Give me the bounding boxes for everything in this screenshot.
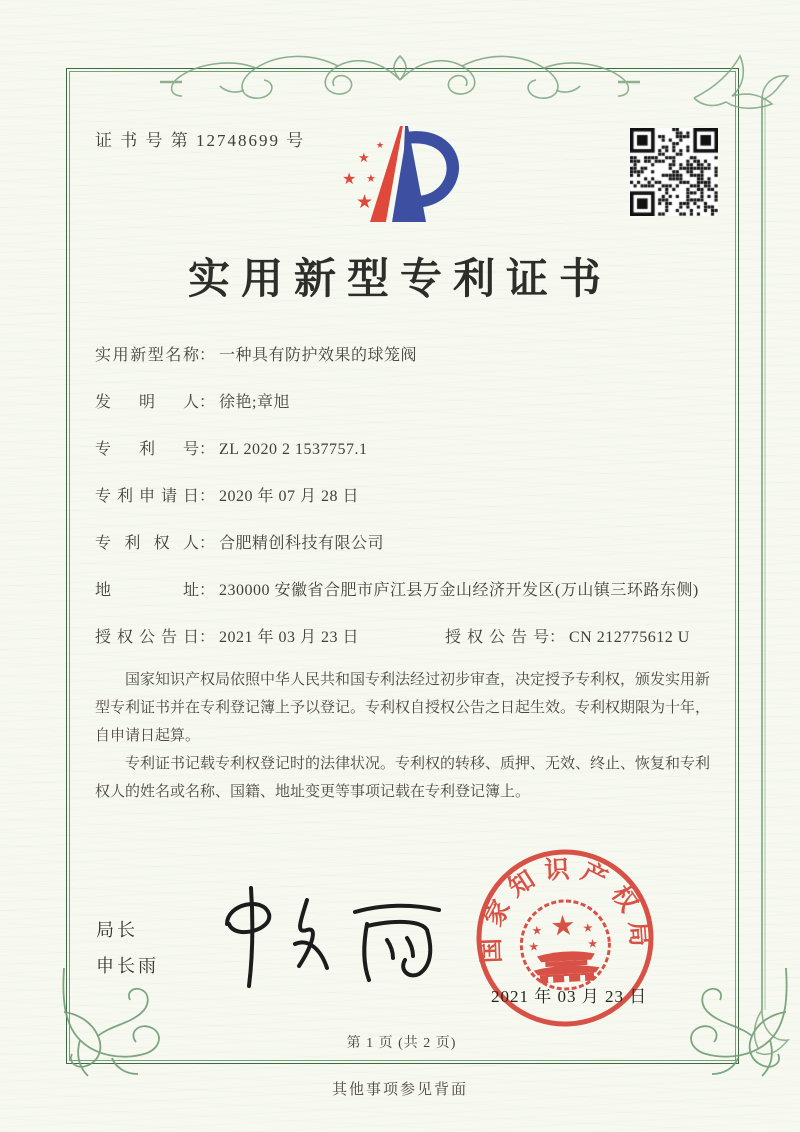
official-seal (465, 838, 665, 1038)
page-number: 第 1 页 (共 2 页) (346, 1036, 457, 1051)
seal-date: 2021 年 03 月 23 日 (491, 987, 648, 1006)
certificate-number: 证 书 号 第 12748699 号 (95, 131, 306, 150)
field-label: 专利号 (95, 441, 199, 458)
field-value: ZL 2020 2 1537757.1 (219, 441, 368, 458)
svg-text:★: ★ (342, 169, 357, 188)
cnipa-logo (340, 110, 465, 235)
svg-text:★: ★ (528, 939, 540, 954)
field-value: 一种具有防护效果的球笼阀 (219, 347, 418, 364)
handwritten-signature (215, 878, 445, 998)
field-label: 实用新型名称 (95, 347, 199, 364)
field-inventor: 发明人 ： 徐艳;章旭 (95, 391, 707, 415)
back-side-note: 其他事项参见背面 (331, 1082, 468, 1098)
field-label: 专利申请日 (95, 488, 199, 505)
certificate-title: 实用新型专利证书 (187, 257, 612, 303)
svg-text:★: ★ (531, 923, 543, 938)
right-edge-vine-ornament (744, 60, 794, 1070)
field-value: 徐艳;章旭 (219, 394, 290, 411)
svg-text:★: ★ (549, 908, 577, 943)
legal-paragraph-2: 专利证书记载专利权登记时的法律状况。专利权的转移、质押、无效、终止、恢复和专利权人的姓名或名称、国籍、地址变更等事项记载在专利登记簿上。 (95, 756, 711, 800)
seal-national-emblem (519, 899, 611, 991)
field-utility-model-name: 实用新型名称 ： 一种具有防护效果的球笼阀 (95, 344, 707, 368)
svg-text:国家知识产权局 (472, 851, 654, 964)
field-grant-row: 授权公告日 ： 2021 年 03 月 23 日 授权公告号 ： CN 212775612 U (95, 626, 707, 650)
legal-paragraph-1: 国家知识产权局依照中华人民共和国专利法经过初步审查，决定授予专利权，颁发实用新型专利证书并在专利登记簿上予以登记。专利权自授权公告之日起生效。专利权期限为十年，自申请日起算。 (95, 672, 711, 744)
qr-code (630, 128, 718, 216)
field-label: 专利权人 (95, 535, 199, 552)
svg-text:★: ★ (356, 191, 374, 213)
commissioner-title: 局长 (96, 920, 138, 940)
field-patentee: 专利权人 ： 合肥精创科技有限公司 (95, 532, 707, 556)
field-label: 发明人 (95, 394, 199, 411)
field-label: 地址 (95, 582, 199, 599)
svg-text:★: ★ (376, 141, 385, 151)
svg-text:★: ★ (358, 151, 370, 166)
commissioner-name: 申长雨 (96, 956, 159, 976)
svg-text:★: ★ (582, 920, 594, 936)
fields-block (95, 344, 707, 673)
field-value: 合肥精创科技有限公司 (219, 535, 385, 552)
field-value: 2020 年 07 月 28 日 (219, 488, 360, 505)
svg-text:★: ★ (586, 936, 599, 951)
legal-text-block (95, 666, 710, 806)
field-address: 地址 ： 230000 安徽省合肥市庐江县万金山经济开发区(万山镇三环路东侧) (95, 579, 707, 603)
grant-number-value: CN 212775612 U (569, 629, 690, 646)
svg-text:★: ★ (366, 172, 376, 185)
grant-date-value: 2021 年 03 月 23 日 (219, 629, 360, 646)
field-application-date: 专利申请日 ： 2020 年 07 月 28 日 (95, 485, 707, 509)
field-label: 授权公告号 (445, 629, 549, 646)
seal-text: 国家知识产权局 (477, 855, 654, 964)
field-patent-number: 专利号 ： ZL 2020 2 1537757.1 (95, 438, 707, 462)
field-value: 230000 安徽省合肥市庐江县万金山经济开发区(万山镇三环路东侧) (219, 582, 699, 599)
field-label: 授权公告日 (95, 629, 199, 646)
